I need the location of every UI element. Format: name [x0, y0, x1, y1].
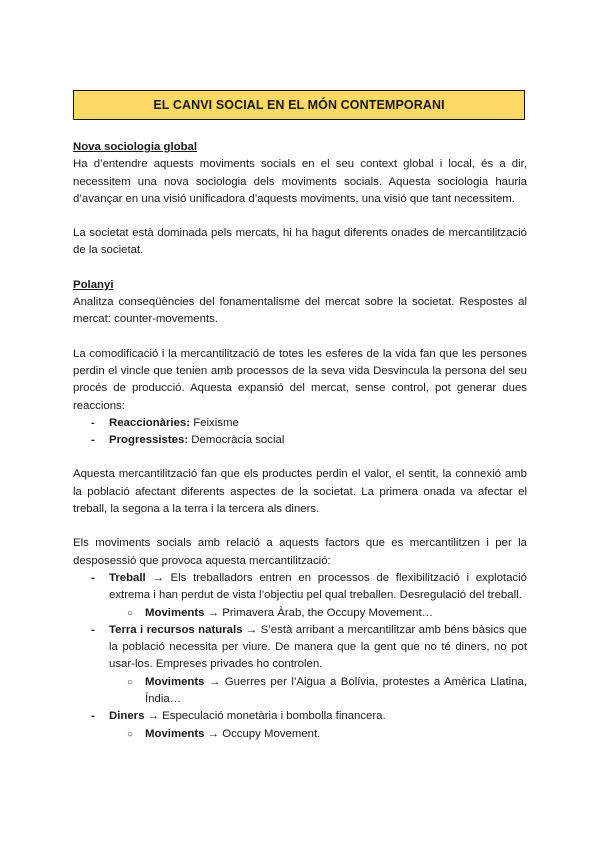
paragraph: La societat està dominada pels mercats, hi ha hagut diferents onades de mercantilització de la societat. — [73, 227, 527, 257]
sub-list-item — [73, 726, 527, 743]
paragraph: Aquesta mercantilització fan que els productes perdin el valor, el sentit, la connexió amb la població afectant diferents aspectes de la societat. La primera onada va afectar el treball, la segona a la terra i la tercera als diners. — [73, 468, 527, 516]
item-text: → Occupy Movement. — [204, 727, 321, 740]
paragraph: Analitza conseqüències del fonamentalisme del mercat sobre la societat. Respostes al mercat: counter-movements. — [73, 296, 527, 326]
sub-list-item — [73, 674, 527, 709]
sub-list-item — [73, 605, 527, 622]
dash-bullet: - — [91, 623, 95, 636]
sub-list — [109, 605, 527, 622]
circle-bullet: ○ — [127, 728, 134, 740]
reactions-list — [73, 415, 527, 450]
sub-list — [109, 726, 527, 743]
dash-bullet: - — [91, 434, 95, 447]
paragraph: Ha d’entendre aquests moviments socials en el seu context global i local, és a dir, necessitem una nova sociologia dels moviments socials. Aquesta sociologia hauria d’avançar en una visió unificadora d’aquests moviments, una visió que tant necessitem. — [73, 158, 527, 205]
document-body — [73, 139, 527, 743]
dash-bullet: - — [91, 571, 95, 584]
list-item — [73, 708, 527, 743]
item-label: Progressistes: — [109, 434, 189, 447]
item-label: Moviments — [145, 727, 205, 740]
item-label: Terra i recursos naturals — [109, 623, 243, 636]
list-item — [73, 432, 527, 449]
document-title: EL CANVI SOCIAL EN EL MÓN CONTEMPORANI — [73, 90, 525, 120]
paragraph: Els moviments socials amb relació a aquests factors que es mercantilitzen i per la desposessió que provoca aquesta mercantilització: — [73, 537, 527, 567]
item-label: Diners — [109, 710, 145, 723]
item-text: → S’està arribant a mercantilitzar amb béns bàsics que la població necessita per viure. De manera que la gent que no té diners, no pot usar-los. Empreses privades ho controlen. — [109, 623, 527, 671]
section-heading-polanyi: Polanyi — [73, 278, 114, 291]
item-text: Democràcia social — [188, 434, 285, 447]
factors-list — [73, 570, 527, 743]
circle-bullet: ○ — [127, 607, 134, 619]
item-label: Treball — [109, 571, 146, 584]
circle-bullet: ○ — [127, 676, 134, 688]
item-text: Feixisme — [190, 416, 239, 429]
item-label: Moviments — [145, 675, 205, 688]
section-heading-nova-sociologia: Nova sociologia global — [73, 141, 198, 153]
list-item — [73, 622, 527, 708]
dash-bullet: - — [91, 416, 95, 429]
list-item — [73, 415, 527, 432]
dash-bullet: - — [91, 710, 95, 723]
item-text: → Primavera Àrab, the Occupy Movement… — [204, 606, 434, 619]
item-text: → Els treballadors entren en processos de flexibilització i explotació extrema i han perdut de vista l’objectiu pel qual treballen. Desregulació del treball. — [109, 571, 527, 602]
sub-list — [109, 674, 527, 709]
item-text: → Guerres per l’Aigua a Bolívia, protestes a Amèrica Llatina, Índia… — [145, 675, 527, 706]
item-label: Moviments — [145, 606, 205, 619]
paragraph: La comodificació i la mercantilització de totes les esferes de la vida fan que les persones perdin el vincle que tenien amb processos de la seva vida Desvincula la persona del seu procés de producció. Aquesta expansió del mercat, sense control, pot generar dues reaccions: — [73, 347, 527, 412]
item-text: → Especulació monetària i bombolla financera. — [144, 710, 386, 723]
list-item — [73, 570, 527, 622]
item-label: Reaccionàries: — [109, 416, 191, 429]
